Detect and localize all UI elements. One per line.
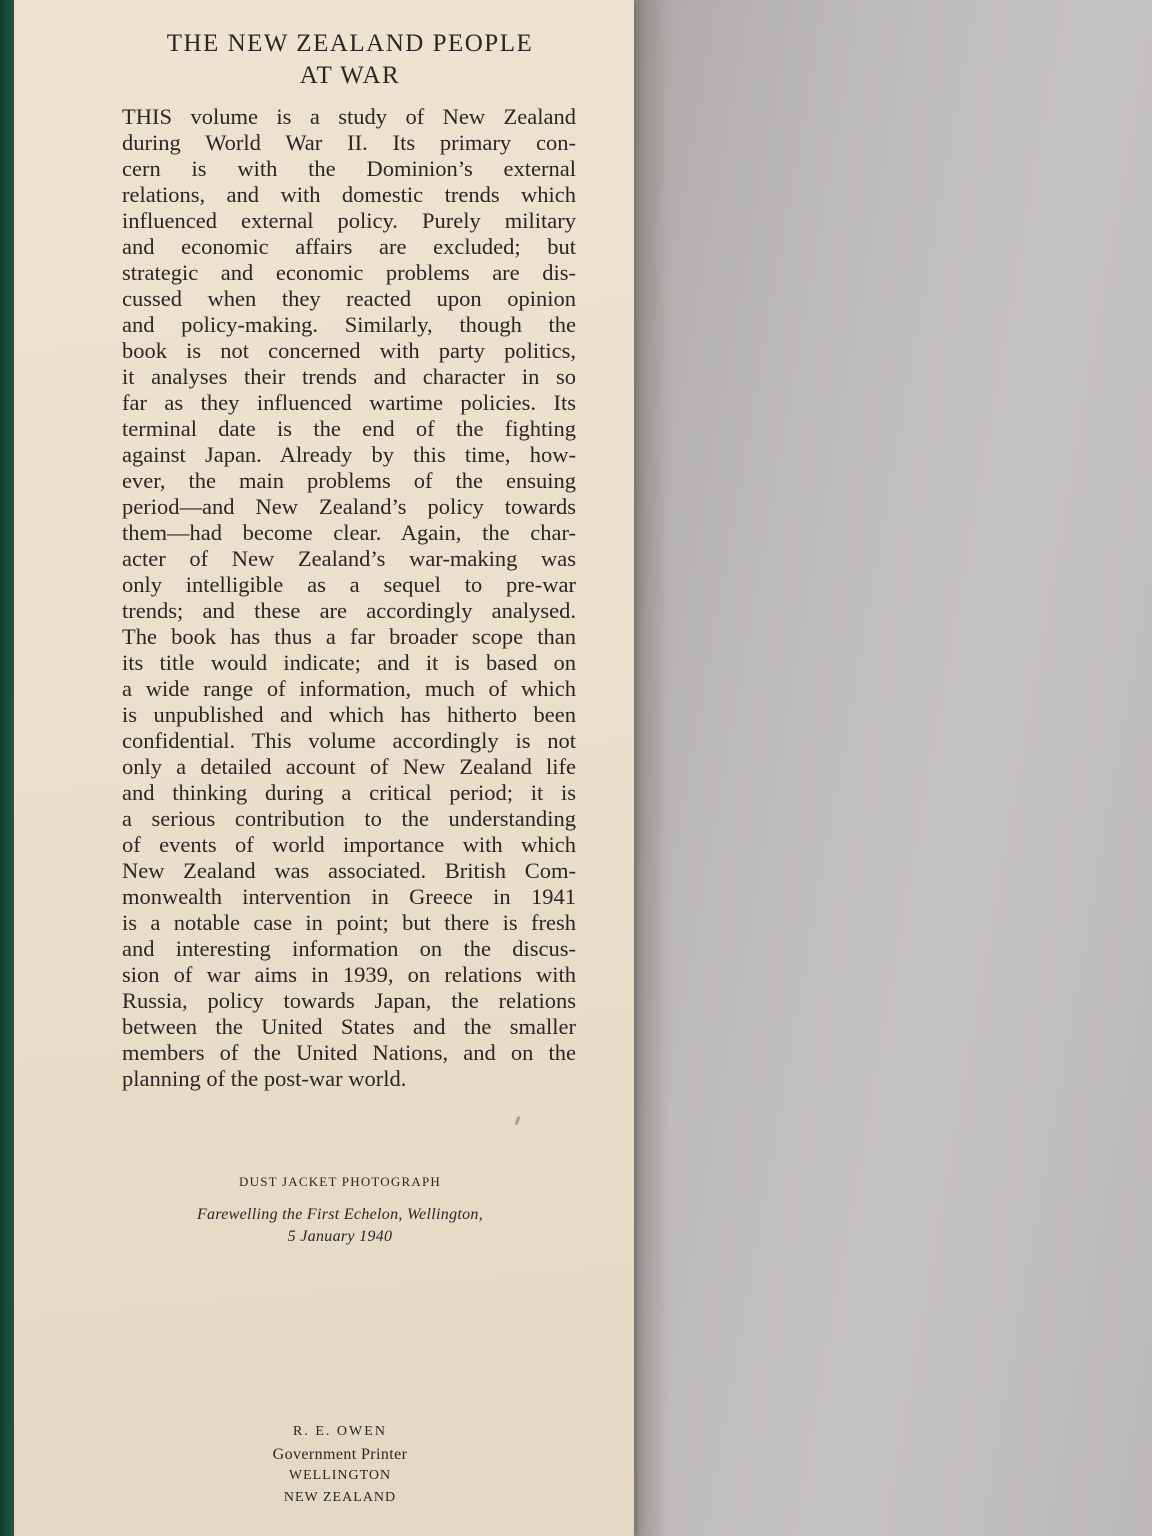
flap-title-line-2: AT WAR [299,62,401,89]
blurb-line: cern is with the Dominion’s external [122,156,576,181]
paper-speck [515,1116,521,1125]
blurb-line: is a notable case in point; but there is fresh [122,910,576,935]
flap-shadow [630,0,670,1536]
blurb-line: of events of world importance with which [122,832,576,857]
blurb-line: against Japan. Already by this time, how- [122,442,576,467]
blurb-line: ever, the main problems of the ensuing [122,468,576,493]
blurb-line: a serious contribution to the understanding [122,806,576,831]
blurb-line: and policy-making. Similarly, though the [122,312,576,337]
blurb-line: confidential. This volume accordingly is not [122,728,576,753]
imprint-role: Government Printer [272,1446,408,1463]
blurb-line: period—and New Zealand’s policy towards [122,494,576,519]
blurb-line: far as they influenced wartime policies. Its [122,390,576,415]
blurb-line: relations, and with domestic trends which [122,182,576,207]
blurb-line: it analyses their trends and character in so [122,364,576,389]
blurb-line: THIS volume is a study of New Zealand [122,104,576,129]
blurb-line: sion of war aims in 1939, on relations with [122,962,576,987]
imprint-name: R. E. OWEN [293,1424,387,1439]
blurb-line: during World War II. Its primary con- [122,130,576,155]
blurb-line: book is not concerned with party politics, [122,338,576,363]
blurb-line: only intelligible as a sequel to pre-war [122,572,576,597]
blurb-line: acter of New Zealand’s war-making was [122,546,576,571]
blurb-line: Russia, policy towards Japan, the relations [122,988,576,1013]
caption-line-1: Farewelling the First Echelon, Wellington, [196,1206,484,1223]
caption-line-2: 5 January 1940 [287,1228,393,1245]
blurb-line: strategic and economic problems are dis- [122,260,576,285]
blurb-line: only a detailed account of New Zealand life [122,754,576,779]
blurb-line: terminal date is the end of the fighting [122,416,576,441]
blurb-line: a wide range of information, much of which [122,676,576,701]
blurb-line: monwealth intervention in Greece in 1941 [122,884,576,909]
blurb-line: is unpublished and which has hitherto been [122,702,576,727]
blurb-line: and economic affairs are excluded; but [122,234,576,259]
blurb-line: members of the United Nations, and on the [122,1040,576,1065]
caption-heading: DUST JACKET PHOTOGRAPH [239,1174,441,1189]
blurb-line: planning of the post-war world. [122,1066,407,1091]
flap-blurb [122,104,576,1092]
blurb-line: New Zealand was associated. British Com- [122,858,576,883]
blurb-line: trends; and these are accordingly analysed. [122,598,576,623]
dust-jacket-flap [14,0,634,1536]
blurb-line: them—had become clear. Again, the char- [122,520,576,545]
blurb-line: and thinking during a critical period; it is [122,780,576,805]
blurb-line: its title would indicate; and it is based on [122,650,576,675]
blurb-line: between the United States and the smaller [122,1014,576,1039]
blurb-line: cussed when they reacted upon opinion [122,286,576,311]
blurb-line: The book has thus a far broader scope than [122,624,576,649]
blurb-line: and interesting information on the discus- [122,936,576,961]
blurb-line: influenced external policy. Purely military [122,208,576,233]
imprint-country: NEW ZEALAND [283,1490,397,1505]
imprint-city: WELLINGTON [288,1468,392,1483]
book-endpaper-board [638,0,1152,1536]
flap-title-line-1: THE NEW ZEALAND PEOPLE [166,30,534,57]
